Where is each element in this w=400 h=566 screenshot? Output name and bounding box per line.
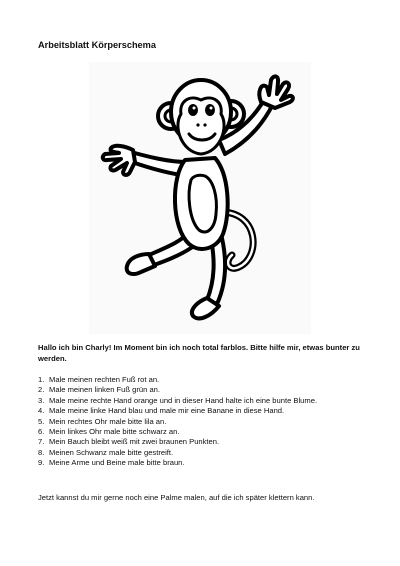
list-item xyxy=(38,437,368,447)
intro-text: Hallo ich bin Charly! Im Moment bin ich noch total farblos. Bitte hilfe mir, etwas bunter zu werden. xyxy=(38,343,360,363)
task-number: 4. xyxy=(38,406,45,416)
monkey-drawing xyxy=(89,62,311,334)
outro-text: Jetzt kannst du mir gerne noch eine Palme malen, auf die ich später klettern kann. xyxy=(38,493,315,502)
monkey-foot-left xyxy=(127,254,155,274)
monkey-hand-lowered xyxy=(103,146,135,175)
task-number: 6. xyxy=(38,427,45,437)
task-number: 9. xyxy=(38,458,45,468)
list-item xyxy=(38,458,368,468)
list-item xyxy=(38,385,368,395)
task-number: 8. xyxy=(38,447,45,457)
monkey-face xyxy=(178,98,224,154)
monkey-hand-raised xyxy=(259,76,292,108)
task-text: Meinen Schwanz male bitte gestreift. xyxy=(49,447,174,457)
task-text: Male meine linke Hand blau und male mir eine Banane in diese Hand. xyxy=(49,406,285,416)
task-number: 7. xyxy=(38,437,45,447)
list-item xyxy=(38,417,368,427)
list-item xyxy=(38,448,368,458)
monkey-belly xyxy=(189,175,216,232)
task-number: 3. xyxy=(38,395,45,405)
task-text: Mein rechtes Ohr male bitte lila an. xyxy=(49,416,167,426)
list-item xyxy=(38,427,368,437)
task-text: Male meine rechte Hand orange und in dieser Hand halte ich eine bunte Blume. xyxy=(49,395,318,405)
list-item xyxy=(38,406,368,416)
task-list xyxy=(38,375,368,469)
task-text: Mein Bauch bleibt weiß mit zwei braunen Punkten. xyxy=(49,437,220,447)
monkey-foot-right xyxy=(192,298,219,318)
task-number: 1. xyxy=(38,375,45,384)
task-number: 5. xyxy=(38,416,45,426)
task-text: Meine Arme und Beine male bitte braun. xyxy=(49,458,185,468)
task-text: Male meinen rechten Fuß rot an. xyxy=(49,375,160,384)
list-item xyxy=(38,396,368,406)
task-text: Male meinen linken Fuß grün an. xyxy=(49,385,161,395)
worksheet-title: Arbeitsblatt Körperschema xyxy=(38,40,156,50)
monkey-illustration xyxy=(89,62,311,334)
list-item xyxy=(38,375,368,385)
task-text: Mein linkes Ohr male bitte schwarz an. xyxy=(49,427,180,437)
task-number: 2. xyxy=(38,385,45,395)
